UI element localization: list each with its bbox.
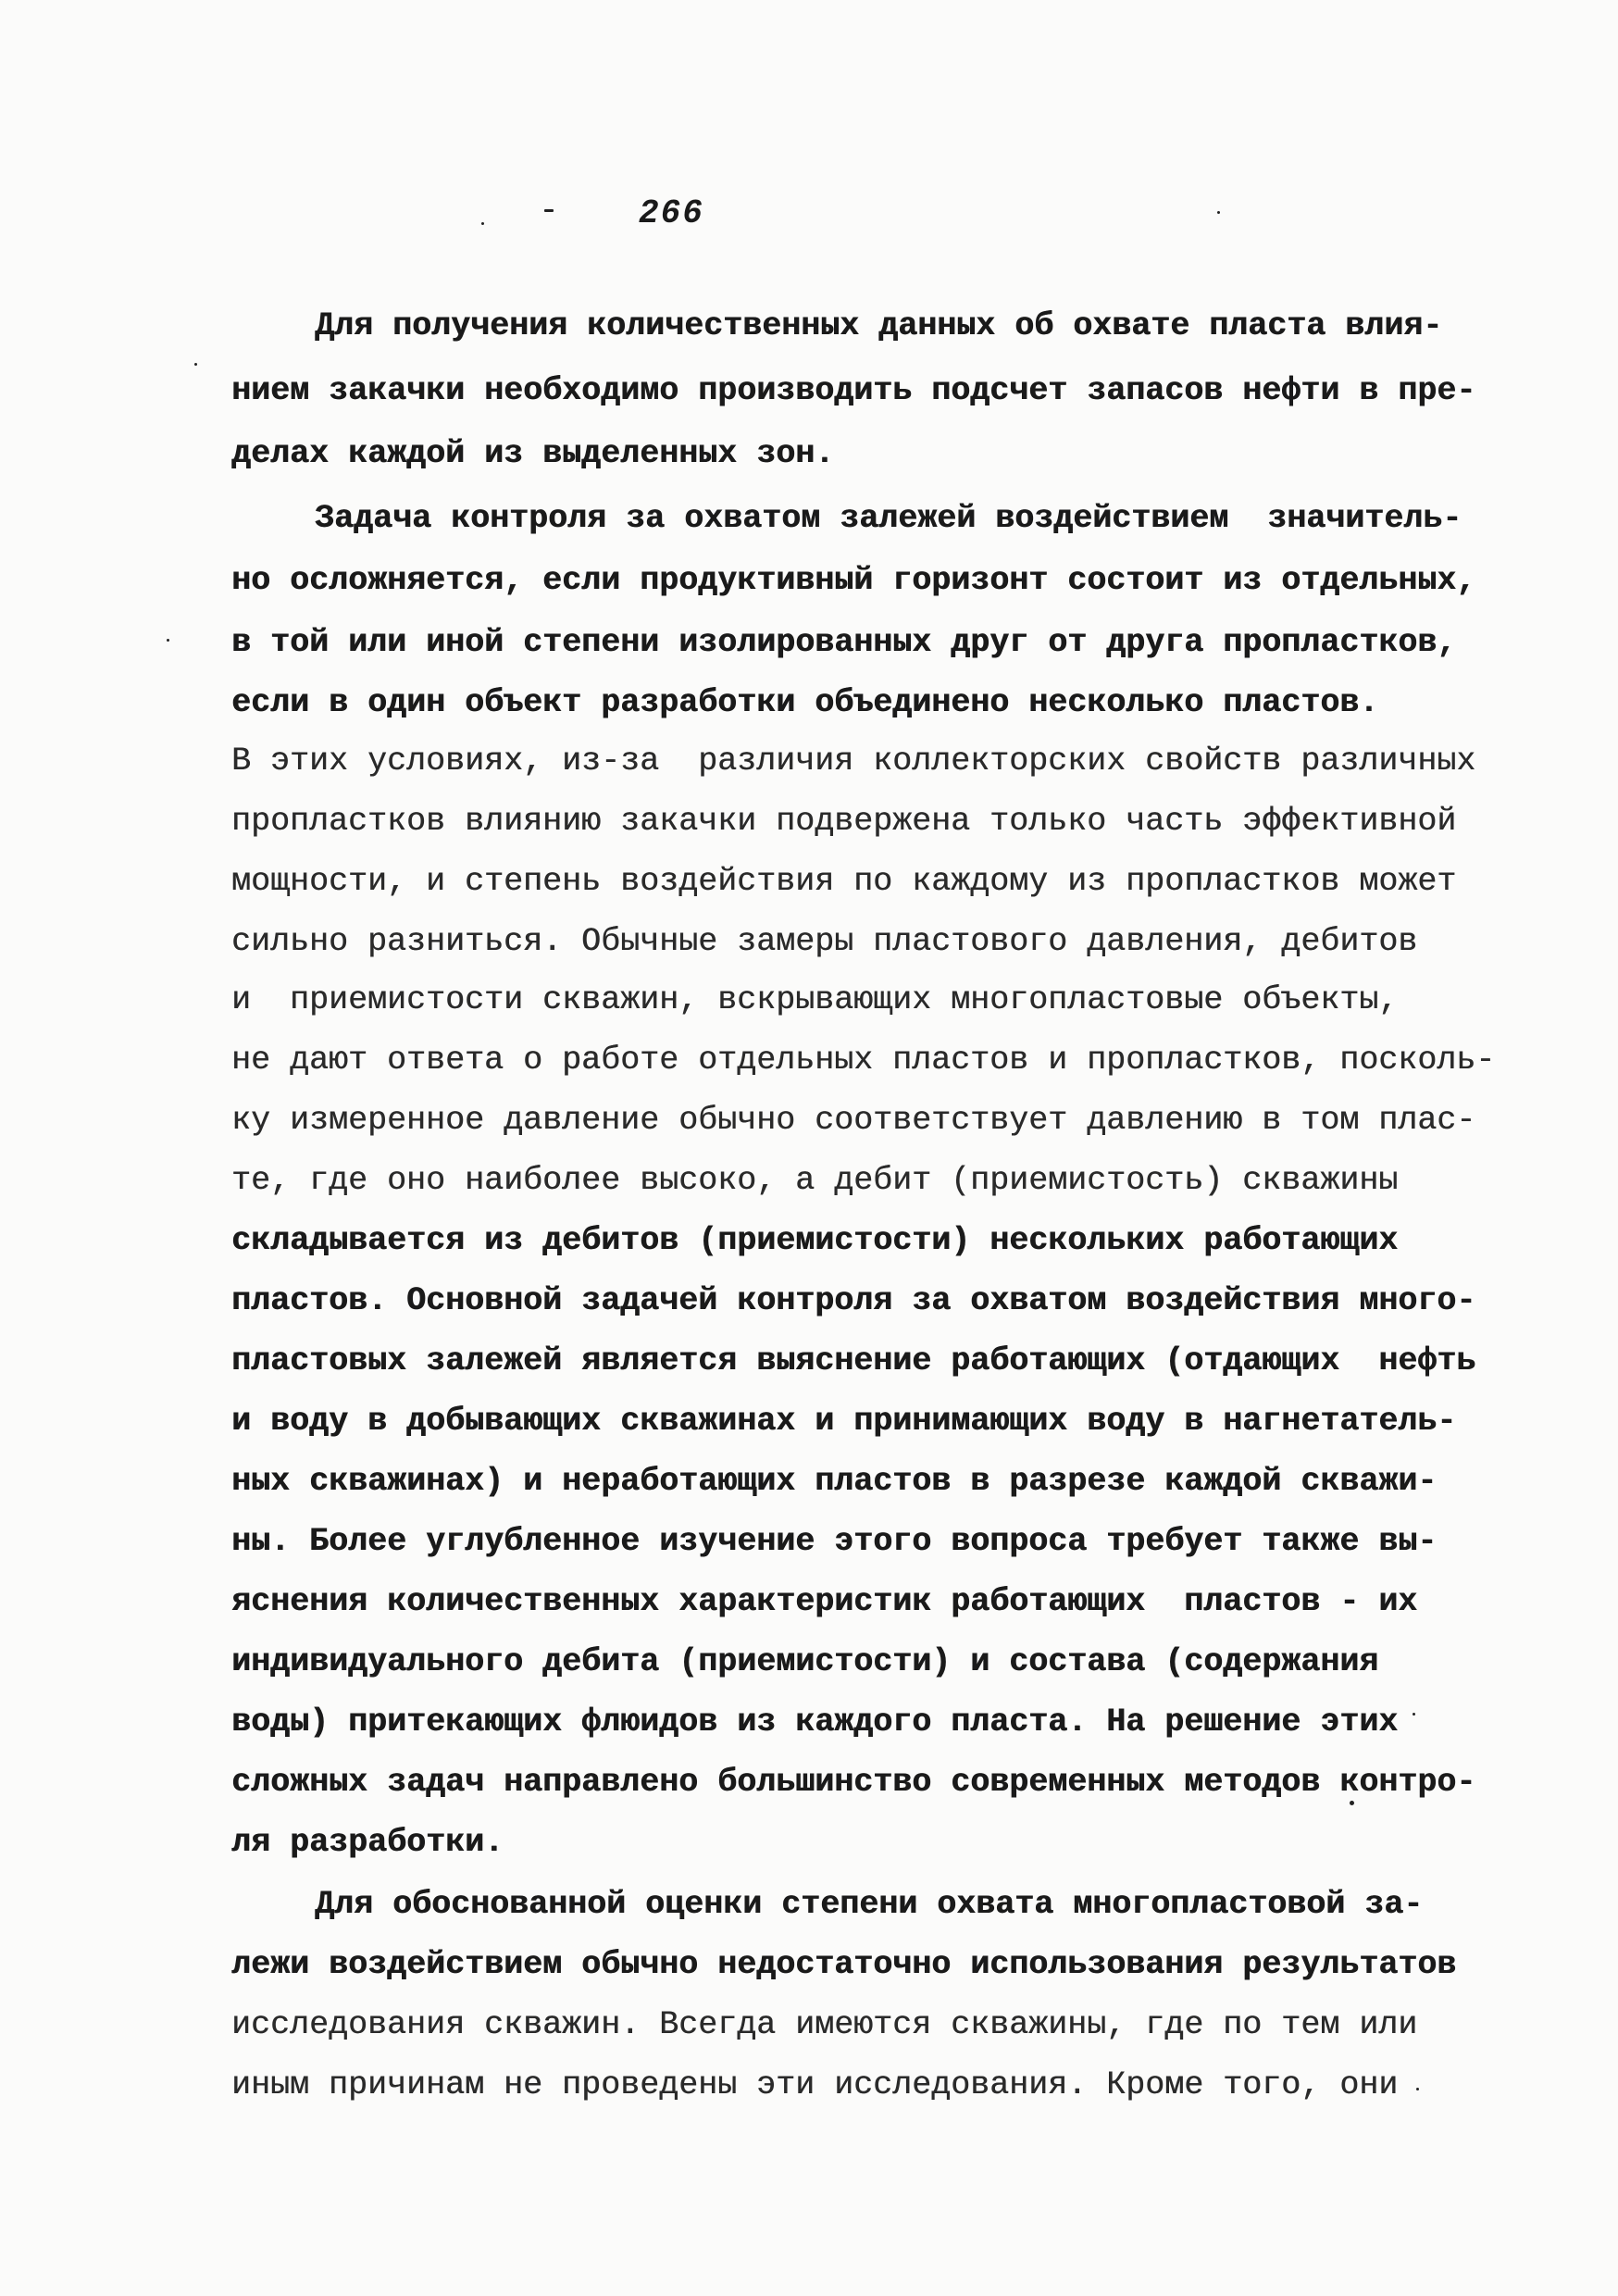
text-line: в той или иной степени изолированных друг от друга пропластков,: [231, 624, 1457, 661]
text-line: делах каждой из выделенных зон.: [231, 435, 835, 472]
scan-speck: [194, 363, 197, 366]
text-line: ку измеренное давление обычно соответствует давлению в том плас-: [231, 1102, 1476, 1139]
text-line: и приемистости скважин, вскрывающих многопластовые объекты,: [231, 981, 1399, 1018]
text-line: ных скважинах) и неработающих пластов в разрезе каждой скважи-: [231, 1463, 1438, 1500]
text-line: сложных задач направлено большинство современных методов контро-: [231, 1764, 1476, 1801]
text-line: В этих условиях, из-за различия коллекторских свойств различных: [231, 742, 1476, 780]
text-line: воды) притекающих флюидов из каждого пласта. На решение этих: [231, 1703, 1399, 1741]
scan-speck: [167, 639, 169, 642]
text-line: не дают ответа о работе отдельных пластов и пропластков, посколь-: [231, 1042, 1496, 1079]
scan-speck: [1350, 1801, 1354, 1805]
scan-speck: [1217, 211, 1220, 214]
text-line: ны. Более углубленное изучение этого вопроса требует также вы-: [231, 1523, 1438, 1560]
text-line: ля разработки.: [231, 1824, 504, 1861]
text-line: индивидуального дебита (приемистости) и состава (содержания: [231, 1643, 1379, 1680]
text-line: Задача контроля за охватом залежей воздействием значитель-: [315, 500, 1462, 537]
text-line: исследования скважин. Всегда имеются скважины, где по тем или: [231, 2006, 1418, 2043]
text-line: но осложняется, если продуктивный горизонт состоит из отдельных,: [231, 562, 1476, 599]
text-line: Для обоснованной оценки степени охвата многопластовой за-: [315, 1886, 1424, 1923]
text-line: яснения количественных характеристик работающих пластов - их: [231, 1583, 1418, 1620]
text-line: лежи воздействием обычно недостаточно использования результатов: [231, 1946, 1457, 1983]
text-line: иным причинам не проведены эти исследования. Кроме того, они: [231, 2066, 1399, 2103]
scan-speck: [481, 222, 484, 225]
scan-speck: [1413, 1713, 1415, 1716]
text-line: и воду в добывающих скважинах и принимающих воду в нагнетатель-: [231, 1403, 1457, 1440]
text-line: Для получения количественных данных об охвате пласта влия-: [315, 307, 1443, 344]
text-line: пластов. Основной задачей контроля за охватом воздействия много-: [231, 1282, 1476, 1319]
scan-speck: [1416, 2088, 1419, 2090]
text-line: пластовых залежей является выяснение работающих (отдающих нефть: [231, 1342, 1476, 1379]
text-line: нием закачки необходимо производить подсчет запасов нефти в пре-: [231, 372, 1476, 409]
text-line: сильно разниться. Обычные замеры пластового давления, дебитов: [231, 923, 1418, 960]
text-line: те, где оно наиболее высоко, а дебит (приемистость) скважины: [231, 1162, 1399, 1199]
scan-speck: [544, 209, 554, 212]
text-line: пропластков влиянию закачки подвержена только часть эффективной: [231, 803, 1457, 840]
text-line: если в один объект разработки объединено несколько пластов.: [231, 684, 1379, 721]
text-line: мощности, и степень воздействия по каждому из пропластков может: [231, 863, 1457, 900]
page-number: 266: [639, 194, 704, 232]
text-line: складывается из дебитов (приемистости) нескольких работающих: [231, 1222, 1399, 1259]
